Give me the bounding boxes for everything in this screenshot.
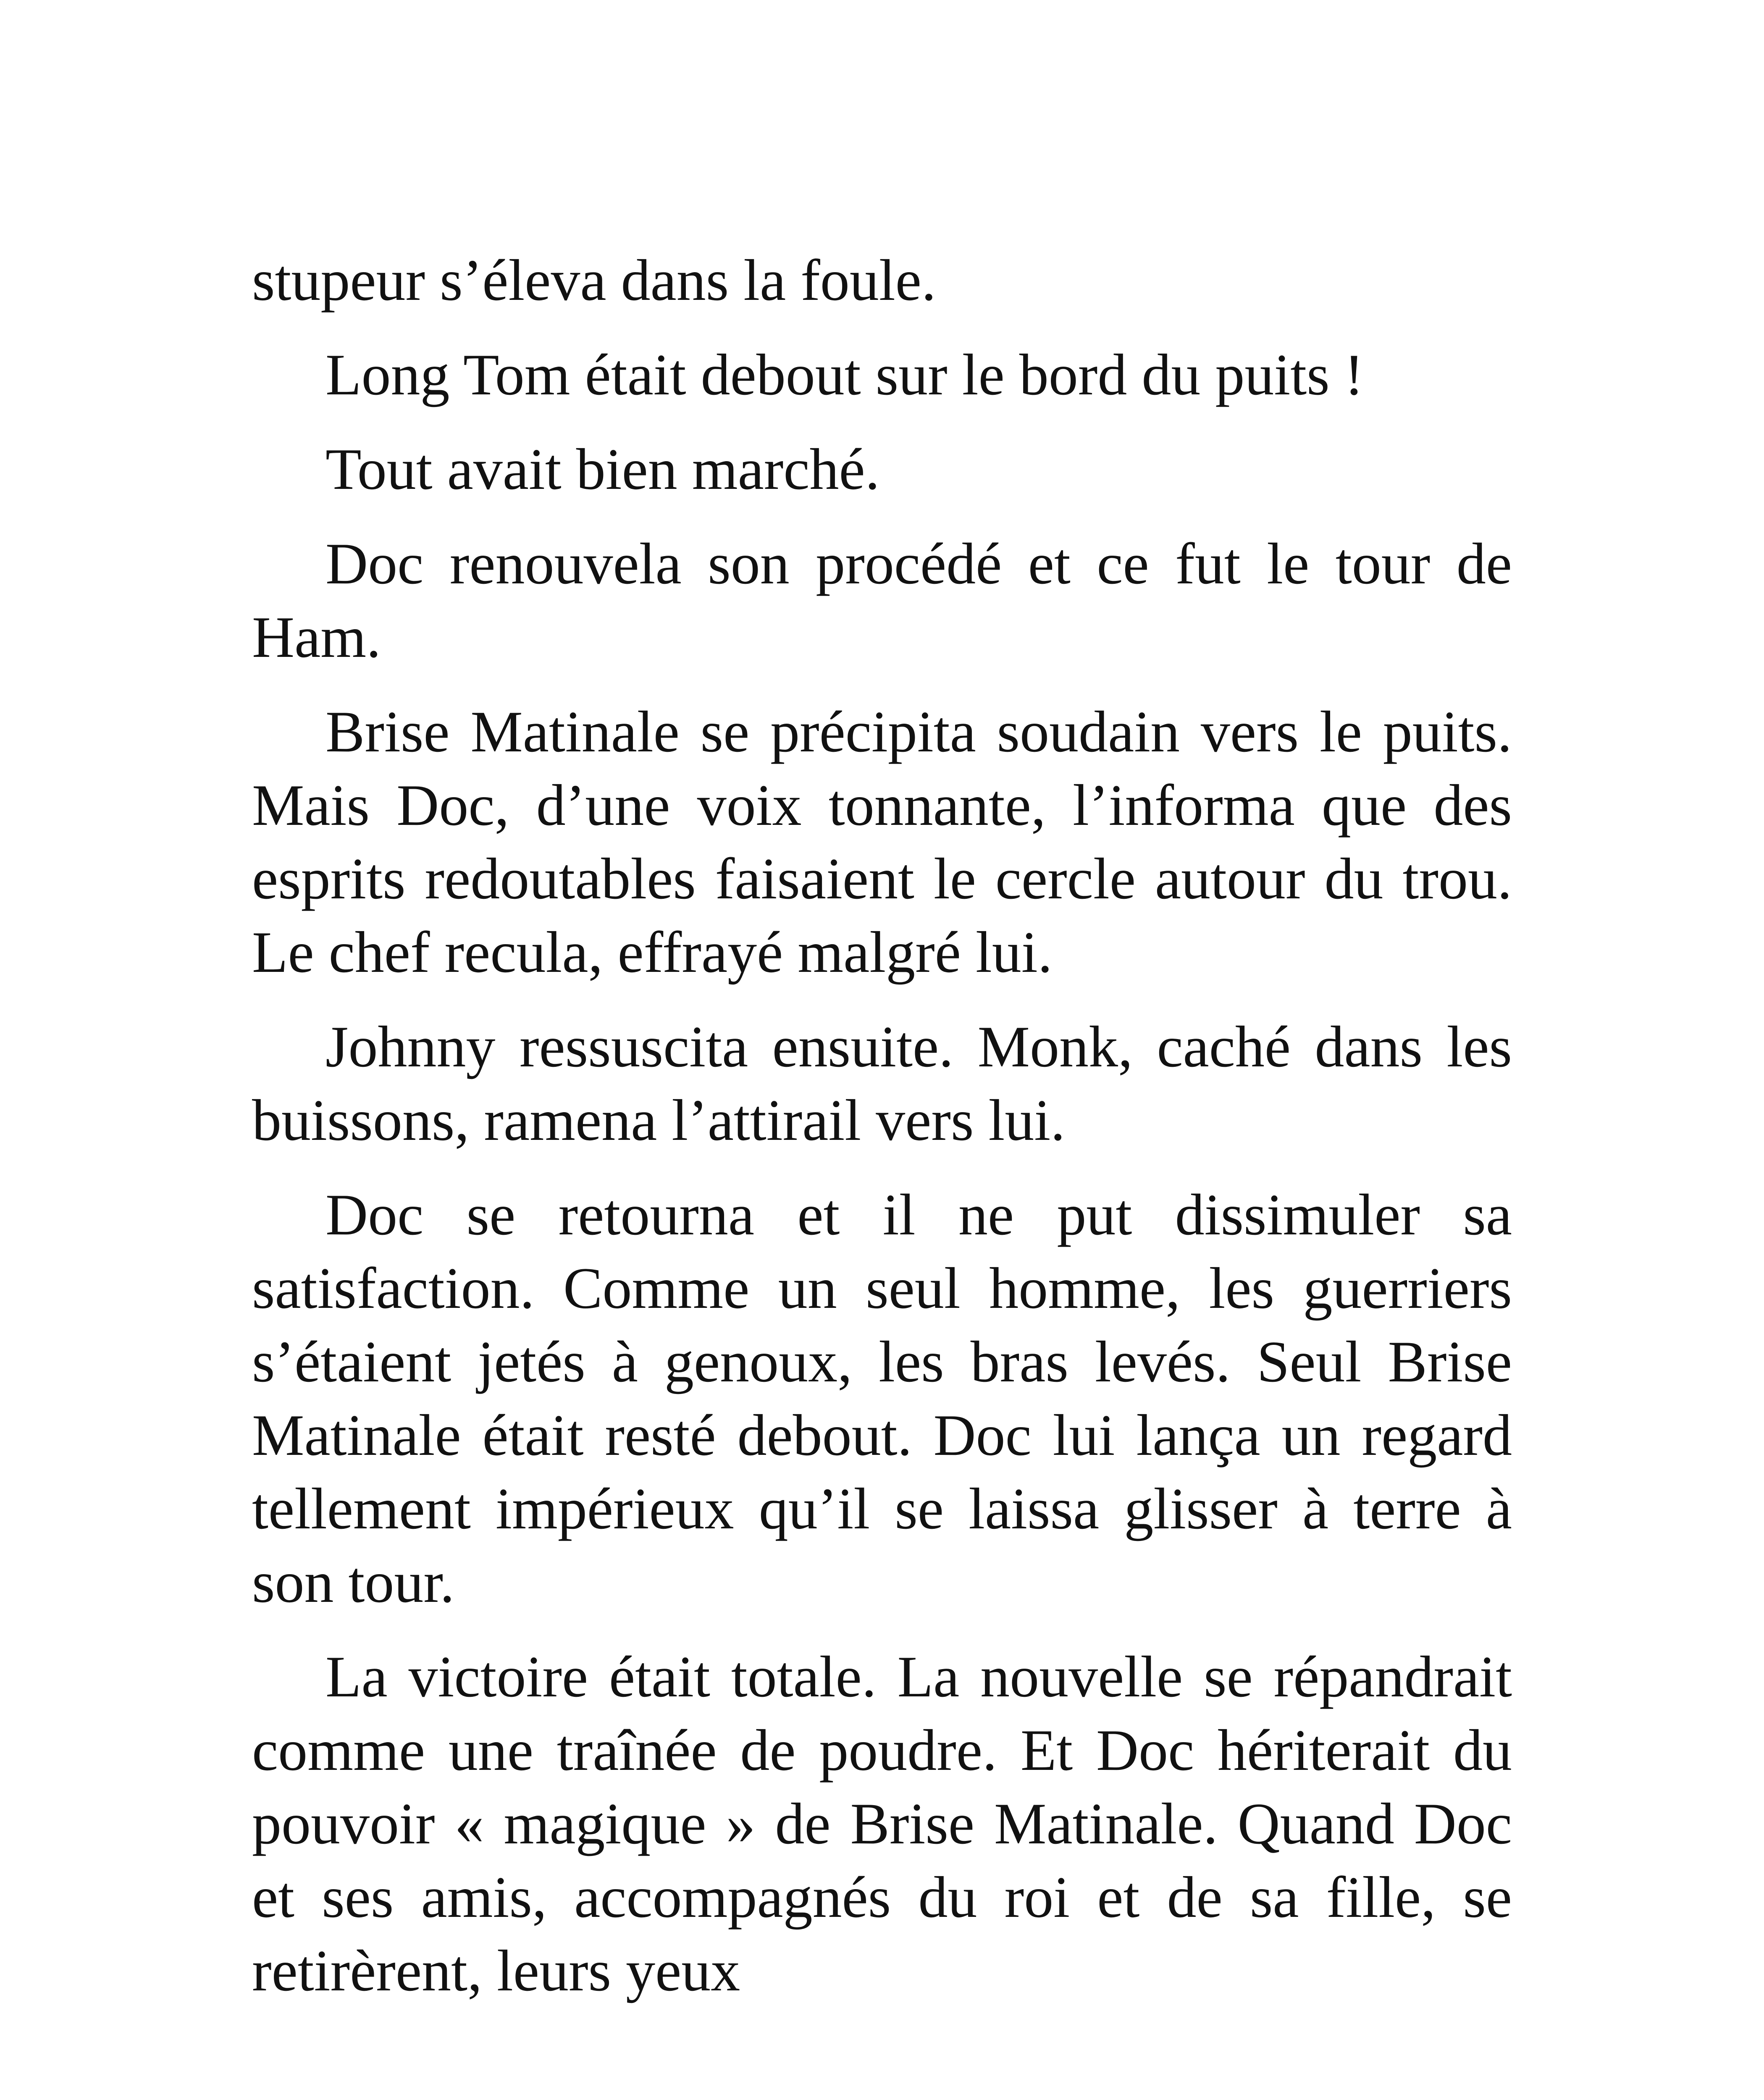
paragraph-7: Doc se retourna et il ne put dissimuler sa satisfaction. Comme un seul homme, les guerriers s’étaient jetés à genoux, les bras levés. Seul Brise Matinale était resté debout. Doc lui lança un regard tellement impérieux qu’il se laissa glisser à terre à son tour. (252, 1182, 1512, 1615)
paragraph-4: Doc renouvela son procédé et ce fut le tour de Ham. (252, 531, 1512, 670)
paragraph-6: Johnny ressuscita ensuite. Monk, caché dans les buissons, ramena l’attirail vers lui. (252, 1014, 1512, 1153)
page-body-text (252, 244, 1512, 2029)
paragraph-1: stupeur s’éleva dans la foule. (252, 248, 936, 313)
paragraph-5: Brise Matinale se précipita soudain vers le puits. Mais Doc, d’une voix tonnante, l’informa que des esprits redoutables faisaient le cercle autour du trou. Le chef recula, effrayé malgré lui. (252, 699, 1512, 985)
paragraph-2: Long Tom était debout sur le bord du puits ! (326, 342, 1364, 407)
paragraph-3: Tout avait bien marché. (326, 437, 880, 502)
paragraph-8: La victoire était totale. La nouvelle se répandrait comme une traînée de poudre. Et Doc hériterait du pouvoir « magique » de Brise Matinale. Quand Doc et ses amis, accompagnés du roi et de sa fille, se retirèrent, leurs yeux (252, 1644, 1512, 2003)
